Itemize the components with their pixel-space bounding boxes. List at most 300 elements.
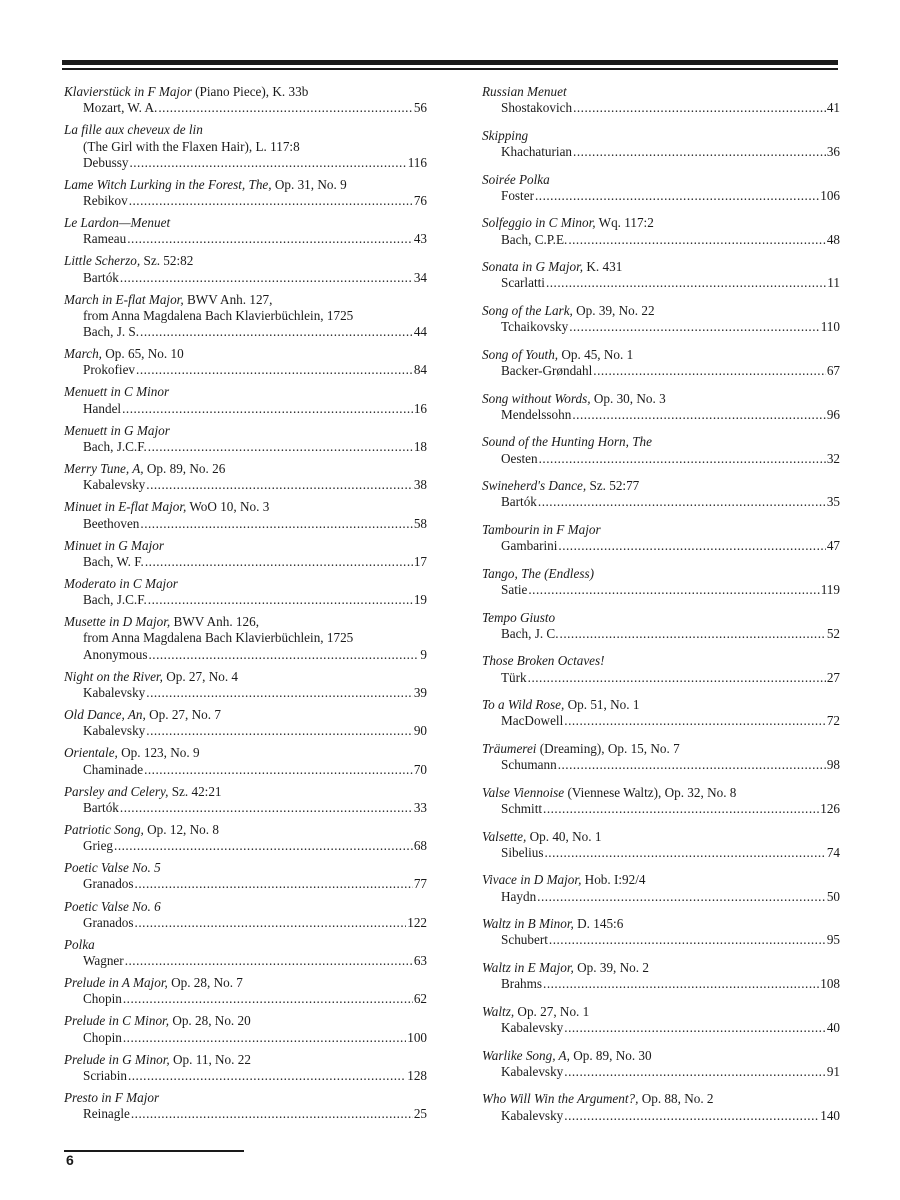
page-ref: 77 <box>413 876 427 892</box>
page-ref: 39 <box>413 684 427 700</box>
page-ref: 90 <box>413 723 427 739</box>
entry-title-line <box>64 1052 427 1068</box>
composer-name: MacDowell <box>501 713 564 729</box>
entry-title-line <box>64 84 427 100</box>
entry-title-line <box>482 172 840 188</box>
entry-title-line <box>64 1013 427 1029</box>
composer-line <box>482 407 840 423</box>
page-ref: 95 <box>826 932 840 948</box>
entry-title-line <box>482 347 840 363</box>
composer-name: Bartók <box>83 269 119 285</box>
composer-name: Scriabin <box>83 1067 127 1083</box>
dot-leader <box>148 439 413 455</box>
entry-title-line <box>482 960 840 976</box>
entry-title-line <box>482 1004 840 1020</box>
page-ref: 40 <box>826 1019 840 1035</box>
composer-name: Bach, W. F. <box>83 553 144 569</box>
dot-leader <box>564 1064 826 1080</box>
composer-name: Granados <box>83 914 134 930</box>
entry-title-line <box>482 84 840 100</box>
page-ref: 19 <box>413 592 427 608</box>
entry-title-line <box>482 478 840 494</box>
entry-title-line <box>64 346 427 362</box>
toc-entry <box>482 84 840 116</box>
composer-name: Gambarini <box>501 538 558 554</box>
composer-line <box>482 845 840 861</box>
entry-title-line <box>482 1048 840 1064</box>
toc-entry <box>64 745 427 777</box>
entry-title-line <box>64 576 427 592</box>
entry-title-line <box>482 215 840 231</box>
composer-name: Debussy <box>83 154 129 170</box>
toc-entry <box>64 499 427 531</box>
piece-title: Le Lardon—Menuet <box>64 215 171 231</box>
piece-catalog: Op. 39, No. 2 <box>573 959 649 975</box>
dot-leader <box>543 801 819 817</box>
entry-title-line <box>64 1090 427 1106</box>
piece-title: Skipping <box>482 127 529 143</box>
entry-title-line <box>482 741 840 757</box>
piece-catalog: Op. 89, No. 26 <box>143 461 226 477</box>
composer-line <box>64 800 427 816</box>
composer-line <box>64 155 427 171</box>
entry-title-line <box>64 384 427 400</box>
composer-line <box>482 889 840 905</box>
toc-entry <box>64 707 427 739</box>
composer-line <box>64 1106 427 1122</box>
piece-title: Vivace in D Major, <box>482 872 582 888</box>
piece-title: Prelude in C Minor, <box>64 1013 170 1029</box>
composer-name: Bach, J.C.F. <box>83 592 147 608</box>
dot-leader <box>122 401 413 417</box>
toc-entry <box>482 653 840 685</box>
piece-catalog: Op. 39, No. 22 <box>572 302 655 318</box>
page-ref: 67 <box>826 362 840 378</box>
page-ref: 50 <box>826 888 840 904</box>
toc-entry <box>64 860 427 892</box>
dot-leader <box>528 582 819 598</box>
top-rule-secondary <box>62 68 838 70</box>
composer-name: Sibelius <box>501 844 544 860</box>
page-ref: 47 <box>826 538 840 554</box>
page-ref: 9 <box>420 646 427 662</box>
toc-entry <box>64 346 427 378</box>
dot-leader <box>129 155 406 171</box>
toc-entry <box>482 522 840 554</box>
dot-leader <box>114 838 413 854</box>
piece-catalog: Op. 27, No. 4 <box>162 668 239 684</box>
toc-entry <box>482 829 840 861</box>
page-ref: 33 <box>413 799 427 815</box>
piece-title: Parsley and Celery, <box>64 783 169 799</box>
page-ref: 17 <box>413 553 427 569</box>
piece-title: Russian Menuet <box>482 84 567 99</box>
piece-title: Night on the River, <box>64 668 163 684</box>
composer-line <box>482 626 840 642</box>
page-ref: 36 <box>826 144 840 159</box>
page-ref: 18 <box>413 438 427 454</box>
entry-title-line <box>482 391 840 407</box>
piece-title: Minuet in E-flat Major, <box>64 499 187 515</box>
piece-title: Minuet in G Major <box>64 537 164 553</box>
dot-leader <box>569 319 820 335</box>
piece-title: Soirée Polka <box>482 171 550 187</box>
composer-line <box>64 362 427 378</box>
composer-name: Scarlatti <box>501 275 545 291</box>
page-ref: 52 <box>826 625 840 641</box>
composer-name: Kabalevsky <box>501 1107 564 1123</box>
dot-leader <box>140 324 413 340</box>
dot-leader <box>131 1106 413 1122</box>
piece-title: Valse Viennoise <box>482 784 565 800</box>
dot-leader <box>123 1030 406 1046</box>
composer-name: Grieg <box>83 838 114 854</box>
dot-leader <box>148 592 413 608</box>
entry-title-line <box>482 829 840 845</box>
page-ref: 63 <box>413 953 427 969</box>
composer-line <box>64 953 427 969</box>
page-ref: 98 <box>826 757 840 773</box>
toc-entry <box>64 614 427 663</box>
composer-name: Schumann <box>501 757 557 773</box>
piece-catalog: WoO 10, No. 3 <box>186 499 270 515</box>
page-ref: 56 <box>413 100 427 116</box>
composer-name: Handel <box>83 400 122 416</box>
toc-entry <box>64 122 427 171</box>
piece-title: Song of the Lark, <box>482 302 573 318</box>
dot-leader <box>572 407 825 423</box>
page-ref: 25 <box>413 1106 427 1122</box>
piece-title: Lame Witch Lurking in the Forest, The, <box>64 176 272 192</box>
piece-catalog: Op. 51, No. 1 <box>564 697 640 713</box>
toc-entry <box>482 303 840 335</box>
toc-entry <box>482 1048 840 1080</box>
dot-leader <box>120 270 413 286</box>
piece-title: Swineherd's Dance, <box>482 478 587 494</box>
entry-title-line <box>64 784 427 800</box>
toc-entry <box>64 384 427 416</box>
piece-title: Träumerei <box>482 740 537 756</box>
composer-line <box>64 439 427 455</box>
entry-title-line <box>482 916 840 932</box>
page-ref: 48 <box>826 231 840 247</box>
piece-catalog: Op. 30, No. 3 <box>590 390 666 406</box>
entry-title-line <box>64 707 427 723</box>
toc-entry <box>64 669 427 701</box>
piece-catalog: Sz. 52:77 <box>586 478 640 494</box>
composer-line <box>482 275 840 291</box>
piece-catalog: Sz. 42:21 <box>168 783 222 799</box>
composer-line <box>64 876 427 892</box>
entry-title-line <box>482 566 840 582</box>
entry-title-line <box>482 1091 840 1107</box>
piece-title: Old Dance, An, <box>64 707 146 723</box>
toc-entry <box>64 975 427 1007</box>
piece-catalog: Op. 28, No. 7 <box>167 975 243 991</box>
piece-title: Prelude in G Minor, <box>64 1051 170 1067</box>
composer-line <box>64 838 427 854</box>
piece-title: Tambourin in F Major <box>482 521 601 537</box>
toc-entry <box>482 478 840 510</box>
dot-leader <box>558 538 825 554</box>
piece-catalog: Op. 31, No. 9 <box>271 176 347 192</box>
dot-leader <box>129 193 413 209</box>
page-ref: 108 <box>820 976 840 992</box>
page-ref: 76 <box>413 193 427 208</box>
piece-catalog: Op. 11, No. 22 <box>169 1051 251 1067</box>
composer-line <box>482 494 840 510</box>
toc-entry <box>482 960 840 992</box>
toc-entry <box>482 697 840 729</box>
dot-leader <box>564 1020 826 1036</box>
piece-title: Polka <box>64 936 95 952</box>
entry-title-line <box>482 872 840 888</box>
toc-entry <box>64 423 427 455</box>
composer-name: Anonymous <box>83 646 148 662</box>
composer-name: Mozart, W. A. <box>83 100 158 116</box>
dot-leader <box>146 723 413 739</box>
entry-title-line <box>482 785 840 801</box>
page-ref: 35 <box>826 494 840 510</box>
entry-title-line <box>64 215 427 231</box>
piece-title: Who Will Win the Argument?, <box>482 1091 639 1107</box>
entry-title-line <box>482 610 840 626</box>
composer-name: Prokofiev <box>83 362 136 378</box>
left-column <box>64 84 427 1128</box>
toc-entry <box>64 461 427 493</box>
toc-entry <box>482 172 840 204</box>
entry-title-line <box>482 697 840 713</box>
composer-line <box>64 762 427 778</box>
entry-title-line <box>64 177 427 193</box>
toc-entry <box>482 215 840 247</box>
piece-title: Solfeggio in C Minor, <box>482 215 596 231</box>
composer-line <box>482 451 840 467</box>
piece-title: Song of Youth, <box>482 346 559 362</box>
composer-name: Tchaikovsky <box>501 319 569 335</box>
page-ref: 119 <box>820 581 840 597</box>
piece-catalog: BWV Anh. 127, <box>183 291 273 307</box>
entry-title-line <box>482 522 840 538</box>
dot-leader <box>564 713 826 729</box>
page-ref: 122 <box>407 914 427 930</box>
toc-entry <box>64 215 427 247</box>
composer-name: Bach, J. S. <box>83 324 140 340</box>
dot-leader <box>593 363 826 379</box>
composer-name: Schmitt <box>501 800 543 816</box>
page-ref: 70 <box>413 761 427 777</box>
composer-name: Satie <box>501 581 528 597</box>
entry-title-line <box>64 745 427 761</box>
entry-title-line <box>64 899 427 915</box>
composer-name: Türk <box>501 669 527 685</box>
composer-line <box>482 232 840 248</box>
piece-catalog: Op. 12, No. 8 <box>143 821 219 837</box>
page-ref: 140 <box>820 1107 840 1123</box>
page-ref: 41 <box>826 100 840 116</box>
piece-catalog: Op. 40, No. 1 <box>526 828 602 844</box>
toc-entry <box>64 84 427 116</box>
composer-name: Chopin <box>83 991 122 1007</box>
composer-name: Backer-Grøndahl <box>501 362 593 378</box>
piece-catalog: Wq. 117:2 <box>595 215 654 231</box>
toc-entry <box>64 177 427 209</box>
composer-line <box>482 757 840 773</box>
piece-title: Orientale, <box>64 745 118 761</box>
composer-name: Brahms <box>501 976 543 992</box>
entry-title-line <box>482 303 840 319</box>
piece-subtitle: from Anna Magdalena Bach Klavierbüchlein, 1725 <box>83 307 354 323</box>
piece-title: Moderato in C Major <box>64 575 178 591</box>
composer-line <box>482 1108 840 1124</box>
entry-title-line <box>482 434 840 450</box>
composer-line <box>64 100 427 116</box>
toc-entry <box>482 347 840 379</box>
toc-entry <box>64 822 427 854</box>
composer-line <box>482 319 840 335</box>
composer-line <box>482 363 840 379</box>
composer-line <box>482 1064 840 1080</box>
page-ref: 43 <box>413 231 427 247</box>
page-ref: 106 <box>820 187 840 203</box>
piece-title: Menuett in G Major <box>64 422 170 438</box>
piece-title: Menuett in C Minor <box>64 384 170 400</box>
composer-name: Kabalevsky <box>501 1019 564 1035</box>
composer-line <box>482 144 840 160</box>
piece-title: Merry Tune, A, <box>64 461 144 477</box>
piece-catalog: Op. 123, No. 9 <box>117 745 200 761</box>
toc-entry <box>482 566 840 598</box>
composer-name: Oesten <box>501 450 538 466</box>
page-ref: 27 <box>826 669 840 685</box>
dot-leader <box>140 516 412 532</box>
entry-title-line <box>64 860 427 876</box>
composer-line <box>64 723 427 739</box>
toc-entry <box>482 1004 840 1036</box>
toc-entry <box>64 899 427 931</box>
dot-leader <box>127 231 413 247</box>
toc-entry <box>64 784 427 816</box>
entry-title-line <box>64 423 427 439</box>
piece-catalog: (Dreaming), Op. 15, No. 7 <box>536 740 680 756</box>
piece-title: Musette in D Major, <box>64 614 171 630</box>
toc-entry <box>482 872 840 904</box>
piece-title: Those Broken Octaves! <box>482 653 605 669</box>
page-ref: 68 <box>413 838 427 854</box>
piece-title: Song without Words, <box>482 390 591 406</box>
composer-line <box>64 915 427 931</box>
composer-line <box>64 1030 427 1046</box>
piece-title: March in E-flat Major, <box>64 291 184 307</box>
piece-title: Presto in F Major <box>64 1090 160 1106</box>
composer-line <box>64 592 427 608</box>
dot-leader <box>135 876 413 892</box>
composer-line <box>482 976 840 992</box>
composer-name: Bartók <box>83 799 119 815</box>
piece-title: Poetic Valse No. 5 <box>64 860 161 876</box>
dot-leader <box>528 670 826 686</box>
page-number: 6 <box>66 1152 74 1168</box>
toc-entry <box>482 434 840 466</box>
composer-name: Schubert <box>501 932 548 948</box>
composer-line <box>64 231 427 247</box>
composer-name: Khachaturian <box>501 144 573 159</box>
page-ref: 72 <box>826 713 840 729</box>
entry-title-line <box>64 461 427 477</box>
dot-leader <box>564 1108 819 1124</box>
dot-leader <box>158 100 412 116</box>
piece-title: Waltz, <box>482 1003 515 1019</box>
dot-leader <box>573 144 826 160</box>
dot-leader <box>146 685 413 701</box>
entry-title-line <box>64 253 427 269</box>
entry-title-line <box>64 975 427 991</box>
dot-leader <box>135 915 407 931</box>
composer-name: Haydn <box>501 888 537 904</box>
piece-catalog: D. 145:6 <box>573 916 624 932</box>
bottom-rule <box>64 1150 244 1152</box>
piece-title: Valsette, <box>482 828 527 844</box>
piece-title: Little Scherzo, <box>64 253 141 269</box>
composer-name: Chaminade <box>83 761 144 777</box>
toc-entry <box>482 259 840 291</box>
composer-line <box>482 582 840 598</box>
piece-title: Poetic Valse No. 6 <box>64 898 161 914</box>
composer-line <box>482 100 840 116</box>
dot-leader <box>573 100 826 116</box>
piece-catalog: Op. 28, No. 20 <box>169 1013 251 1029</box>
toc-entry <box>482 916 840 948</box>
piece-title: To a Wild Rose, <box>482 697 565 713</box>
page-ref: 110 <box>820 319 840 335</box>
dot-leader <box>145 554 413 570</box>
page-ref: 91 <box>826 1063 840 1079</box>
piece-title: Warlike Song, A, <box>482 1047 570 1063</box>
entry-title-line <box>64 822 427 838</box>
dot-leader <box>136 362 413 378</box>
composer-line <box>64 477 427 493</box>
piece-catalog: K. 431 <box>583 259 623 275</box>
piece-title: Sonata in G Major, <box>482 259 584 275</box>
piece-catalog: (Viennese Waltz), Op. 32, No. 8 <box>564 784 737 800</box>
toc-entry <box>482 785 840 817</box>
toc-entry <box>64 1052 427 1084</box>
page-ref: 11 <box>827 275 840 291</box>
piece-catalog: Sz. 52:82 <box>140 253 194 269</box>
composer-line <box>482 932 840 948</box>
entry-title-line <box>64 937 427 953</box>
dot-leader <box>558 757 826 773</box>
page-ref: 96 <box>826 406 840 422</box>
page-ref: 34 <box>413 269 427 285</box>
piece-catalog: Hob. I:92/4 <box>581 872 646 888</box>
composer-line <box>482 670 840 686</box>
composer-line <box>64 324 427 340</box>
composer-name: Kabalevsky <box>83 723 146 739</box>
dot-leader <box>125 953 413 969</box>
dot-leader <box>568 232 826 248</box>
right-column <box>482 84 840 1135</box>
toc-entry <box>64 1013 427 1045</box>
entry-title-line <box>482 128 840 144</box>
composer-line <box>482 188 840 204</box>
toc-entry <box>482 610 840 642</box>
dot-leader <box>144 762 413 778</box>
piece-catalog: Op. 65, No. 10 <box>101 346 184 362</box>
piece-catalog: BWV Anh. 126, <box>170 614 260 630</box>
dot-leader <box>545 845 826 861</box>
dot-leader <box>560 626 826 642</box>
